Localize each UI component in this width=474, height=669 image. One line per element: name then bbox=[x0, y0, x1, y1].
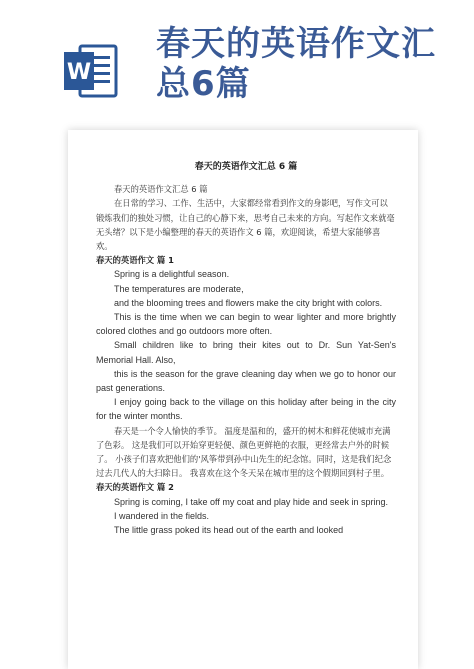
banner-title: 春天的英语作文汇总6篇 bbox=[156, 24, 436, 104]
essay-1-line: The temperatures are moderate, bbox=[114, 283, 244, 294]
essay-2-line: The little grass poked its head out of the earth and looked bbox=[114, 525, 344, 536]
essay-2-line: Spring is coming, I take off my coat and play hide and seek in spring. bbox=[114, 496, 388, 507]
intro-heading: 春天的英语作文汇总 6 篇 bbox=[114, 184, 208, 195]
essay-1-line: Spring is a delightful season. bbox=[114, 269, 230, 280]
essay-1-heading: 春天的英语作文 篇 1 bbox=[96, 255, 174, 266]
document-body bbox=[96, 160, 396, 537]
essay-2-line: I wandered in the fields. bbox=[114, 510, 210, 521]
essay-1-line: and the blooming trees and flowers make the city bright with colors. bbox=[114, 297, 383, 308]
banner bbox=[0, 0, 474, 130]
svg-text:W: W bbox=[66, 60, 92, 85]
intro-paragraph: 在日常的学习、工作、生活中，大家都经常看到作文的身影吧，写作文可以锻炼我们的独处习惯，让自己的心静下来，思考自己未来的方向。写起作文来就毫无头绪？以下是小编整理的春天的英语作文 6 篇，欢迎阅读，希望大家能够喜欢。 bbox=[96, 198, 395, 252]
essay-1-line: this is the season for the grave cleaning day when we go to honor our past generations. bbox=[96, 368, 396, 394]
essay-1-line: I enjoy going back to the village on this holiday after being in the city for the winter months. bbox=[96, 397, 396, 422]
essay-1-line: This is the time when we can begin to wear lighter and more brightly colored clothes and go outdoors more often. bbox=[96, 312, 396, 337]
essay-1-translation: 春天是一个令人愉快的季节。 温度是温和的，盛开的树木和鲜花使城市充满了色彩。 这是我们可以开始穿更轻便、颜色更鲜艳的衣服，更经常去户外的时候了。 小孩子们喜欢把他们的'风筝带到孙中山先生的纪念馆。同时，这是我们纪念过去几代人的大扫除日。 我喜欢在这个冬天呆在城市里的这个假期回到村子里。 bbox=[96, 425, 392, 479]
word-document-icon bbox=[62, 42, 120, 100]
document-title: 春天的英语作文汇总 6 篇 bbox=[194, 162, 298, 172]
essay-1-line: Small children like to bring their kites out to Dr. Sun Yat-Sen's Memorial Hall. Also, bbox=[96, 340, 396, 365]
essay-2-heading: 春天的英语作文 篇 2 bbox=[96, 482, 174, 493]
